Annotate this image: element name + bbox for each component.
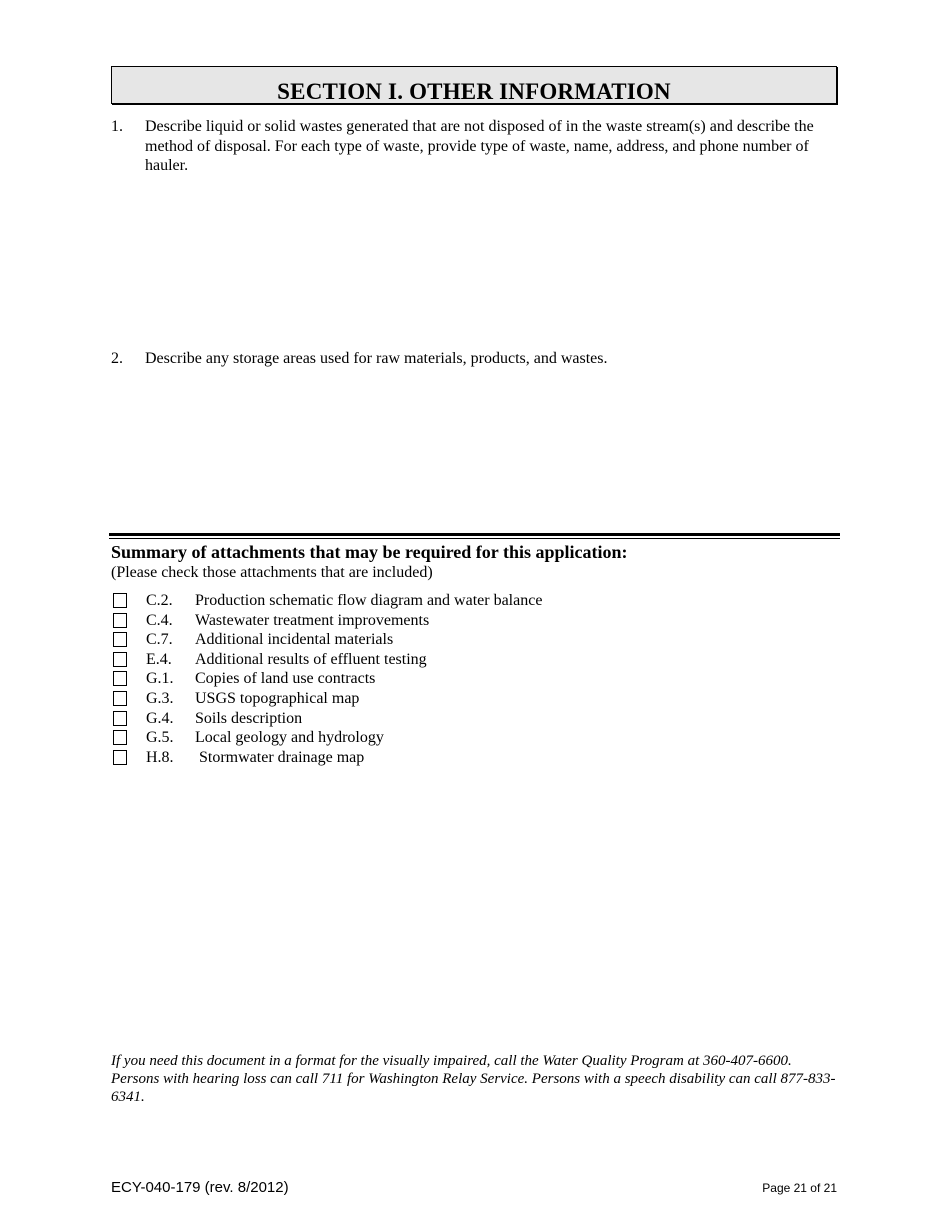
question-text: Describe liquid or solid wastes generated that are not disposed of in the waste stream(s) and describe the method of disposal. For each type of waste, provide type of waste, name, address, and phone number of hauler. bbox=[145, 118, 814, 174]
attachment-code: E.4. bbox=[146, 650, 172, 668]
attachment-description: Wastewater treatment improvements bbox=[195, 611, 430, 629]
page-number: Page 21 of 21 bbox=[762, 1181, 837, 1195]
form-number: ECY-040-179 (rev. 8/2012) bbox=[111, 1179, 289, 1196]
attachment-item bbox=[111, 650, 711, 670]
attachment-description: Additional results of effluent testing bbox=[195, 650, 427, 668]
question-number: 2. bbox=[111, 350, 123, 367]
attachment-description: Local geology and hydrology bbox=[195, 729, 384, 747]
attachment-code: C.4. bbox=[146, 611, 173, 629]
attachment-item bbox=[111, 709, 711, 729]
divider-thick bbox=[109, 533, 840, 536]
attachment-code: G.3. bbox=[146, 689, 174, 707]
attachment-item bbox=[111, 611, 711, 631]
attachment-description: Stormwater drainage map bbox=[195, 748, 365, 766]
accessibility-note: If you need this document in a format for the visually impaired, call the Water Quality Program at 360-407-6600. Persons with hearing loss can call 711 for Washington Relay Service. Persons with a speech disability can call 877-833-6341. bbox=[111, 1053, 836, 1105]
attachment-description: Production schematic flow diagram and water balance bbox=[195, 592, 543, 609]
section-title: SECTION I. OTHER INFORMATION bbox=[277, 79, 671, 104]
attachment-code: G.4. bbox=[146, 709, 174, 727]
attachment-checkbox[interactable] bbox=[113, 652, 127, 667]
attachment-checkbox[interactable] bbox=[113, 730, 127, 745]
attachment-code: G.1. bbox=[146, 670, 174, 688]
attachment-description: Copies of land use contracts bbox=[195, 670, 376, 688]
attachment-description: USGS topographical map bbox=[195, 689, 360, 707]
attachment-item bbox=[111, 591, 711, 611]
attachment-checkbox[interactable] bbox=[113, 632, 127, 647]
question-2 bbox=[111, 349, 841, 369]
attachment-description: Additional incidental materials bbox=[195, 631, 394, 649]
attachment-checkbox[interactable] bbox=[113, 750, 127, 765]
attachment-checkbox[interactable] bbox=[113, 691, 127, 706]
attachment-item bbox=[111, 630, 711, 650]
attachment-item bbox=[111, 669, 711, 689]
attachment-checkbox[interactable] bbox=[113, 593, 127, 608]
attachment-list bbox=[111, 591, 711, 767]
attachment-code: G.5. bbox=[146, 729, 174, 747]
attachment-checkbox[interactable] bbox=[113, 671, 127, 686]
summary-note: (Please check those attachments that are included) bbox=[111, 564, 433, 581]
question-text: Describe any storage areas used for raw materials, products, and wastes. bbox=[145, 350, 608, 367]
attachment-item bbox=[111, 728, 711, 748]
attachment-checkbox[interactable] bbox=[113, 613, 127, 628]
attachment-code: C.7. bbox=[146, 631, 173, 649]
section-header bbox=[111, 66, 837, 104]
question-1 bbox=[111, 117, 841, 177]
summary-heading: Summary of attachments that may be required for this application: bbox=[111, 542, 628, 562]
attachment-item bbox=[111, 689, 711, 709]
attachment-code: H.8. bbox=[146, 748, 174, 766]
divider-thin bbox=[109, 538, 840, 539]
attachment-item bbox=[111, 748, 711, 768]
attachment-description: Soils description bbox=[195, 709, 303, 727]
attachment-checkbox[interactable] bbox=[113, 711, 127, 726]
question-number: 1. bbox=[111, 118, 123, 135]
attachment-code: C.2. bbox=[146, 592, 173, 609]
